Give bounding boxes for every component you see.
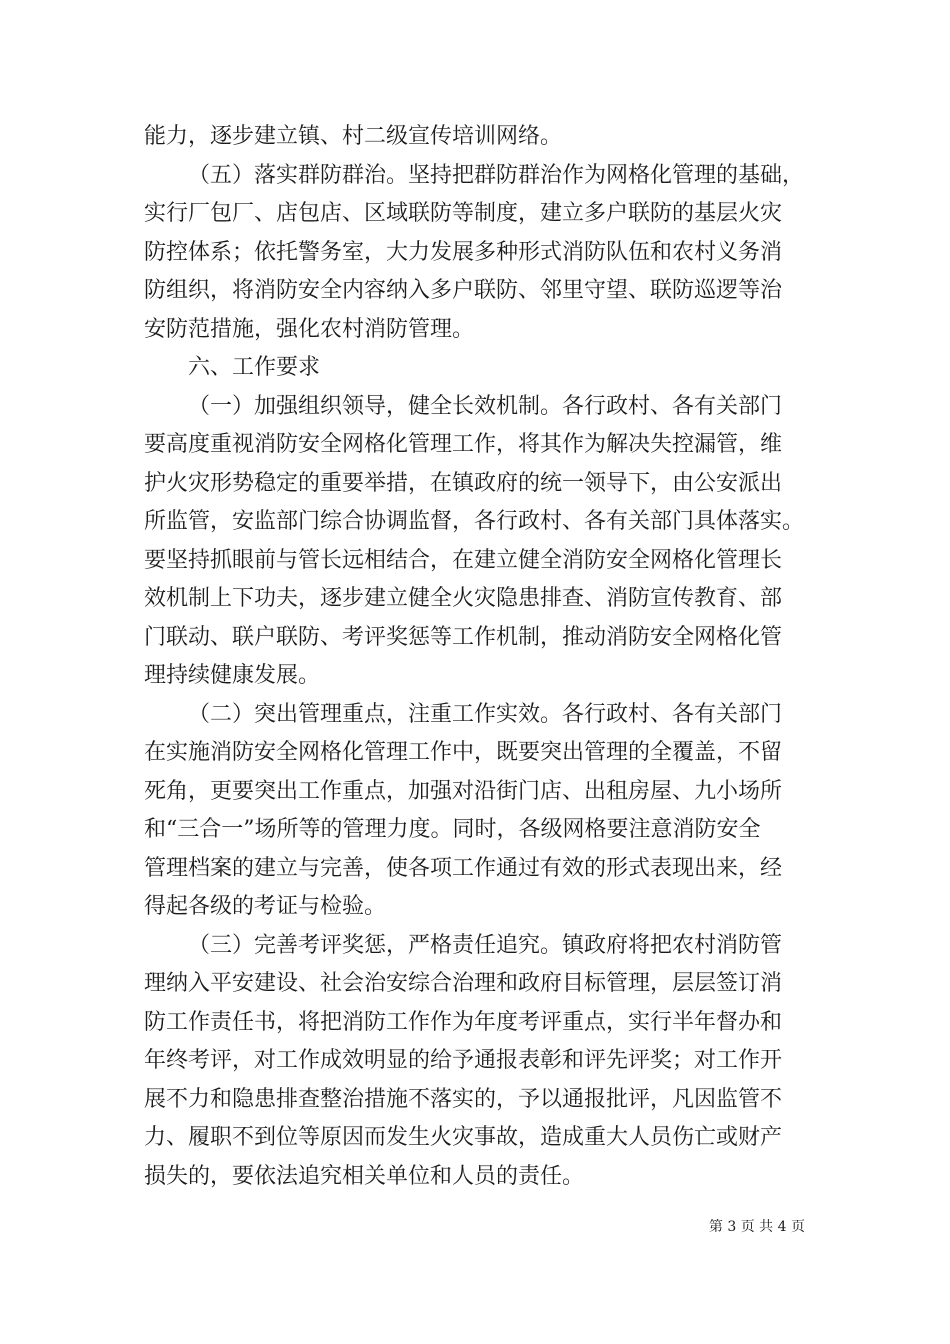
text-line: 展不力和隐患排查整治措施不落实的，予以通报批评，凡因监管不 [144,1086,783,1112]
text-line: 死角，更要突出工作重点，加强对沿街门店、出租房屋、九小场所 [144,778,783,804]
text-line: 护火灾形势稳定的重要举措，在镇政府的统一领导下，由公安派出 [144,470,783,496]
text-line: 在实施消防安全网格化管理工作中，既要突出管理的全覆盖，不留 [144,740,783,765]
text-line: 和“三合一”场所等的管理力度。同时，各级网格要注意消防安全 [144,817,761,842]
text-line: （二）突出管理重点，注重工作实效。各行政村、各有关部门 [188,701,783,727]
body-text [144,118,816,1196]
text-line: 要高度重视消防安全网格化管理工作，将其作为解决失控漏管，维 [144,432,783,457]
text-line: 理纳入平安建设、社会治安综合治理和政府目标管理，层层签订消 [144,971,783,996]
text-line: 损失的，要依法追究相关单位和人员的责任。 [144,1163,585,1189]
page-number: 第 3 页 共 4 页 [708,1219,805,1235]
text-line: 能力，逐步建立镇、村二级宣传培训网络。 [144,124,563,149]
text-line: 得起各级的考证与检验。 [144,894,387,919]
text-line: 安防范措施，强化农村消防管理。 [144,316,475,342]
text-line: 防工作责任书，将把消防工作作为年度考评重点，实行半年督办和 [144,1009,783,1035]
text-line: 效机制上下功夫，逐步建立健全火灾隐患排查、消防宣传教育、部 [144,586,783,611]
text-line: 防组织，将消防安全内容纳入多户联防、邻里守望、联防巡逻等治 [144,278,783,303]
text-line: 理持续健康发展。 [144,663,321,688]
text-line: 门联动、联户联防、考评奖惩等工作机制，推动消防安全网格化管 [144,624,783,650]
text-line: 实行厂包厂、店包店、区域联防等制度，建立多户联防的基层火灾 [144,201,783,226]
text-line: （五）落实群防群治。坚持把群防群治作为网格化管理的基础， [188,162,805,188]
text-line: 管理档案的建立与完善，使各项工作通过有效的形式表现出来，经 [144,855,783,881]
text-line: 力、履职不到位等原因而发生火灾事故，造成重大人员伤亡或财产 [144,1125,783,1150]
text-line: 年终考评，对工作成效明显的给予通报表彰和评先评奖；对工作开 [144,1048,783,1073]
text-line: 防控体系；依托警务室，大力发展多种形式消防队伍和农村义务消 [144,239,783,265]
text-line: 六、工作要求 [188,355,321,380]
text-line: 所监管，安监部门综合协调监督，各行政村、各有关部门具体落实。 [144,509,805,534]
text-line: （三）完善考评奖惩，严格责任追究。镇政府将把农村消防管 [188,932,783,958]
text-line: （一）加强组织领导，健全长效机制。各行政村、各有关部门 [188,393,783,419]
text-line: 要坚持抓眼前与管长远相结合，在建立健全消防安全网格化管理长 [144,547,783,573]
